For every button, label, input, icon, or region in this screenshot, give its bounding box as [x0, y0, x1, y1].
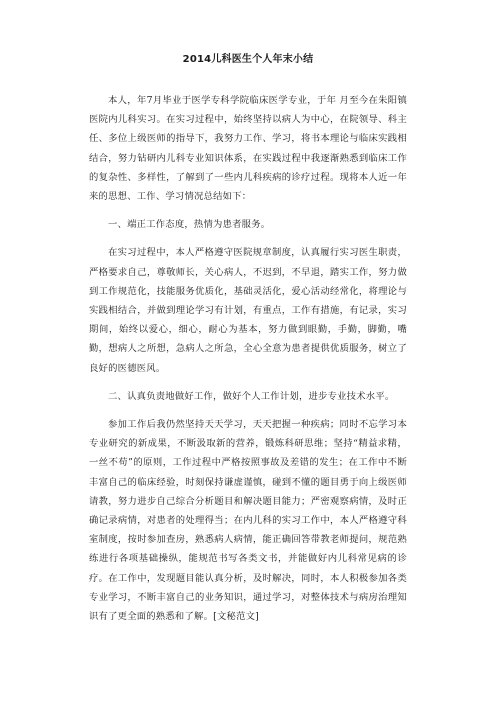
document-title: 2014儿科医生个人年末小结	[182, 54, 314, 65]
paragraph-section-2: 参加工作后我仍然坚持天天学习，天天把握一种疾病；同时不忘学习本专业研究的新成果，不断汲取新的营养，锻炼科研思维；坚持“精益求精，一丝不苟”的原则，工作过程中严格按照事故及差错的发生；在工作中不断丰富自己的临床经验，时刻保持谦虚谨慎，碰到不懂的题目勇于向上级医师请教，努力进步自己综合分析题目和解决题目能力；严密观察病情，及时正确记录病情，对患者的处理得当；在内儿科的实习工作中，本人严格遵守科室制度，按时参加查房，熟悉病人病情，能正确回答带教老师提问，规范熟练进行各项基础操纵，能规范书写各类文书，并能做好内儿科常见病的诊疗。在工作中，发现题目能认真分析，及时解决，同时，本人积极参加各类专业学习，不断丰富自己的业务知识，通过学习，对整体技术与病房治理知识有了更全面的熟悉和了解。[文秘范文]	[89, 419, 407, 623]
document-body	[89, 91, 407, 626]
section-heading-2: 二、认真负责地做好工作，做好个人工作计划，进步专业技术水平。	[108, 390, 395, 402]
paragraph-section-1: 在实习过程中，本人严格遵守医院规章制度，认真履行实习医生职责，严格要求自己，尊敬师长，关心病人，不迟到，不早退，踏实工作，努力做到工作规范化，技能服务优质化，基础灵活化，爱心活动经常化，将理论与实践相结合，并做到理论学习有计划，有重点，工作有措施，有记录，实习期间，始终以爱心，细心，耐心为基本，努力做到眼勤，手勤，脚勤，嘴勤，想病人之所想，急病人之所急，全心全意为患者提供优质服务，树立了良好的医德医风。	[89, 247, 407, 374]
paragraph-intro: 本人，年7月毕业于医学专科学院临床医学专业，于年 月至今在朱阳镇医院内儿科实习。在实习过程中，始终坚持以病人为中心，在院领导、科主任、多位上级医师的指导下，我努力工作、学习，将书本理论与临床实践相结合，努力钻研内儿科专业知识体系，在实践过程中我逐渐熟悉到临床工作的复杂性、多样性，了解到了一些内儿科疾病的诊疗过程。现将本人近一年来的思想、工作、学习情况总结如下：	[89, 95, 407, 203]
section-heading-1: 一、端正工作态度，热情为患者服务。	[108, 219, 271, 231]
